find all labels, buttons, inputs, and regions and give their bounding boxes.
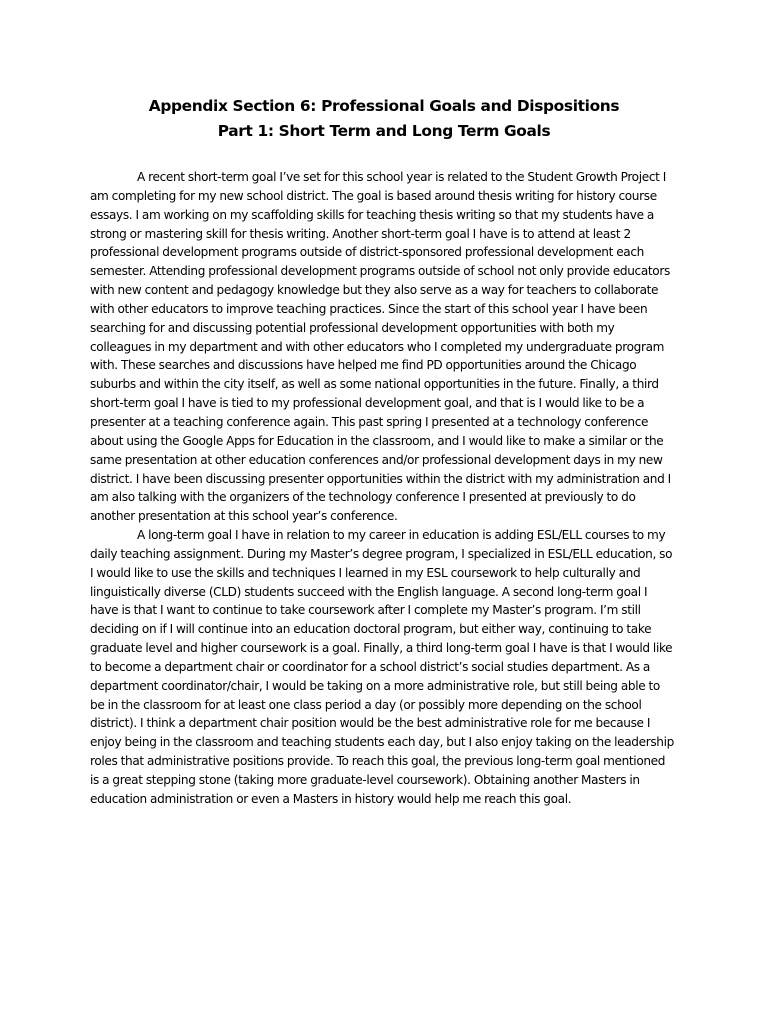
document-heading (0, 94, 768, 144)
document-body (90, 168, 676, 809)
paragraph-short-term-goals: A recent short-term goal I’ve set for this school year is related to the Student Growth Project I am completing for my new school district. The goal is based around thesis writing for history course essays. I am working on my scaffolding skills for teaching thesis writing so that my students have a strong or mastering skill for thesis writing. Another short-term goal I have is to attend at least 2 professional development programs outside of district-sponsored professional development each semester. Attending professional development programs outside of school not only provide educators with new content and pedagogy knowledge but they also serve as a way for teachers to collaborate with other educators to improve teaching practices. Since the start of this school year I have been searching for and discussing potential professional development opportunities with both my colleagues in my department and with other educators who I completed my undergraduate program with. These searches and discussions have helped me find PD opportunities around the Chicago suburbs and within the city itself, as well as some national opportunities in the future. Finally, a third short-term goal I have is tied to my professional development goal, and that is I would like to be a presenter at a teaching conference again. This past spring I presented at a technology conference about using the Google Apps for Education in the classroom, and I would like to make a similar or the same presentation at other education conferences and/or professional development days in my new district. I have been discussing presenter opportunities within the district with my administration and I am also talking with the organizers of the technology conference I presented at previously to do another presentation at this school year’s conference. (90, 170, 671, 524)
part-title: Part 1: Short Term and Long Term Goals (217, 122, 551, 140)
paragraph-long-term-goals: A long-term goal I have in relation to my career in education is adding ESL/ELL courses to my daily teaching assignment. During my Master’s degree program, I specialized in ESL/ELL education, so I would like to use the skills and techniques I learned in my ESL coursework to help culturally and linguistically diverse (CLD) students succeed with the English language. A second long-term goal I have is that I want to continue to take coursework after I complete my Master’s program. I’m still deciding on if I will continue into an education doctoral program, but either way, continuing to take graduate level and higher coursework is a goal. Finally, a third long-term goal I have is that I would like to become a department chair or coordinator for a school district’s social studies department. As a department coordinator/chair, I would be taking on a more administrative role, but still being able to be in the classroom for at least one class period a day (or possibly more depending on the school district). I think a department chair position would be the best administrative role for me because I enjoy being in the classroom and teaching students each day, but I also enjoy taking on the leadership roles that administrative positions provide. To reach this goal, the previous long-term goal mentioned is a great stepping stone (taking more graduate-level coursework). Obtaining another Masters in education administration or even a Masters in history would help me reach this goal. (90, 528, 674, 806)
section-title: Appendix Section 6: Professional Goals and Dispositions (148, 97, 620, 115)
